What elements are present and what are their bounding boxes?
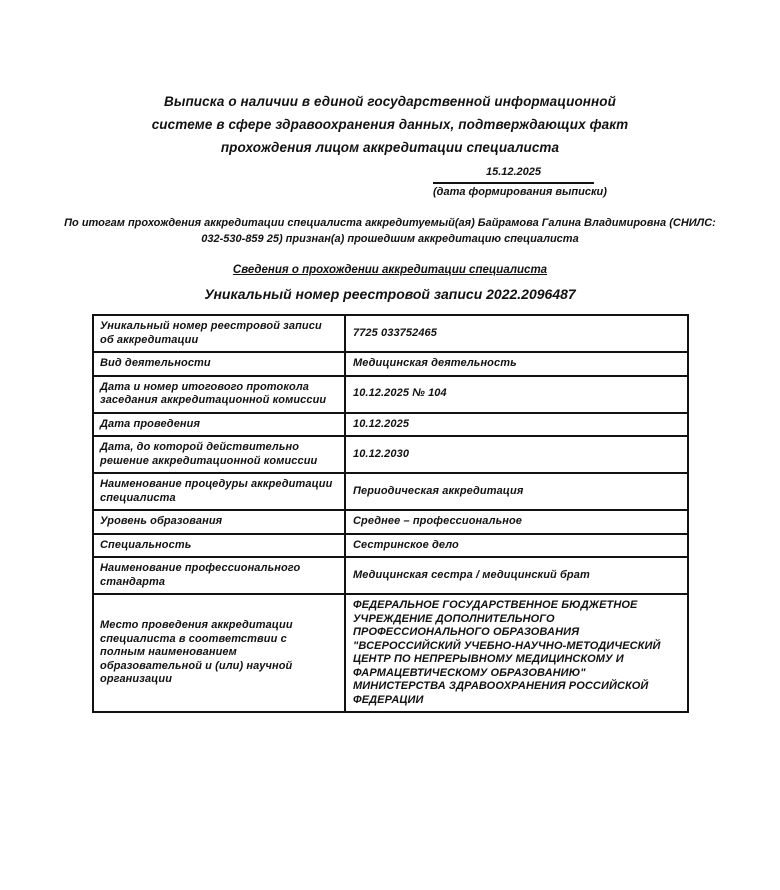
issue-date-block — [433, 166, 607, 199]
row-label: Наименование процедуры аккредитации специалиста — [93, 473, 345, 510]
table-row — [93, 594, 688, 712]
row-label: Место проведения аккредитации специалиста в соответствии с полным наименованием образовательной и (или) научной организации — [93, 594, 345, 712]
table-row — [93, 376, 688, 413]
row-value: 10.12.2025 — [345, 413, 688, 437]
document-title-line: прохождения лицом аккредитации специалиста — [220, 140, 560, 155]
issue-date-caption: (дата формирования выписки) — [433, 186, 607, 198]
table-row — [93, 557, 688, 594]
table-row — [93, 413, 688, 437]
table-row — [93, 534, 688, 558]
row-value: 10.12.2025 № 104 — [345, 376, 688, 413]
registry-number-line: Уникальный номер реестровой записи 2022.2096487 — [204, 286, 576, 302]
row-value: Среднее – профессиональное — [345, 510, 688, 534]
table-row — [93, 473, 688, 510]
row-value: Сестринское дело — [345, 534, 688, 558]
summary-paragraph — [40, 215, 740, 247]
document-title — [0, 90, 780, 159]
row-label: Дата проведения — [93, 413, 345, 437]
accreditation-table — [92, 314, 689, 713]
row-label: Уникальный номер реестровой записи об аккредитации — [93, 315, 345, 352]
section-heading: Сведения о прохождении аккредитации специалиста — [232, 264, 548, 276]
table-row — [93, 315, 688, 352]
row-label: Вид деятельности — [93, 352, 345, 376]
table-row — [93, 352, 688, 376]
row-label: Уровень образования — [93, 510, 345, 534]
row-value: 7725 033752465 — [345, 315, 688, 352]
summary-line: 032-530-859 25) признан(а) прошедшим аккредитацию специалиста — [201, 233, 579, 245]
document-title-line: системе в сфере здравоохранения данных, подтверждающих факт — [151, 117, 629, 132]
row-label: Наименование профессионального стандарта — [93, 557, 345, 594]
issue-date-value: 15.12.2025 — [433, 166, 594, 184]
document-title-line: Выписка о наличии в единой государственной информационной — [163, 94, 616, 109]
row-value: Медицинская деятельность — [345, 352, 688, 376]
row-label: Дата, до которой действительно решение аккредитационной комиссии — [93, 436, 345, 473]
row-value: Периодическая аккредитация — [345, 473, 688, 510]
row-label: Дата и номер итогового протокола заседания аккредитационной комиссии — [93, 376, 345, 413]
table-row — [93, 510, 688, 534]
summary-line: По итогам прохождения аккредитации специалиста аккредитуемый(ая) Байрамова Галина Владимировна (СНИЛС: — [64, 217, 716, 229]
row-value: ФЕДЕРАЛЬНОЕ ГОСУДАРСТВЕННОЕ БЮДЖЕТНОЕ УЧРЕЖДЕНИЕ ДОПОЛНИТЕЛЬНОГО ПРОФЕССИОНАЛЬНОГО ОБРАЗОВАНИЯ "ВСЕРОССИЙСКИЙ УЧЕБНО-НАУЧНО-МЕТОДИЧЕСКИЙ ЦЕНТР ПО НЕПРЕРЫВНОМУ МЕДИЦИНСКОМУ И ФАРМАЦЕВТИЧЕСКОМУ ОБРАЗОВАНИЮ" МИНИСТЕРСТВА ЗДРАВООХРАНЕНИЯ РОССИЙСКОЙ ФЕДЕРАЦИИ — [345, 594, 688, 712]
table-row — [93, 436, 688, 473]
row-label: Специальность — [93, 534, 345, 558]
row-value: 10.12.2030 — [345, 436, 688, 473]
row-value: Медицинская сестра / медицинский брат — [345, 557, 688, 594]
